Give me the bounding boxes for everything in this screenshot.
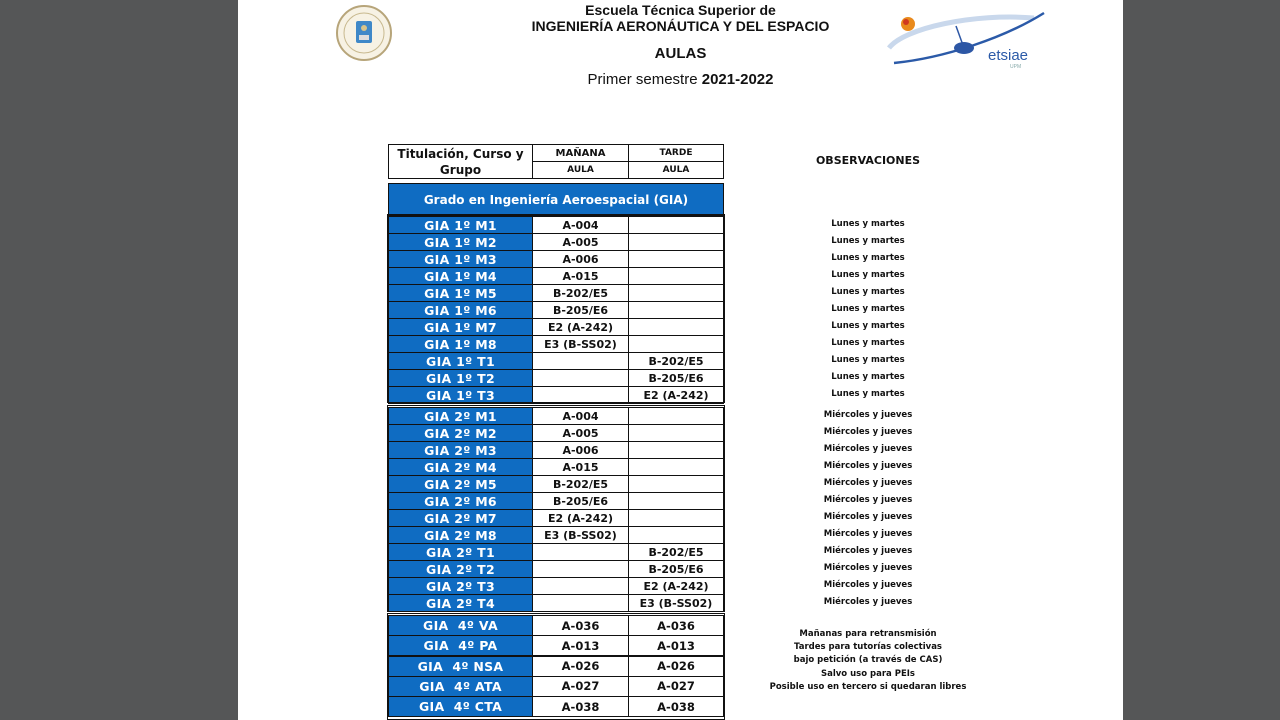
manana-cell-text: A-015 [562,269,599,283]
manana-cell [532,577,629,595]
group-cell [388,352,533,370]
tarde-cell [628,696,724,717]
tarde-cell [628,407,724,425]
manana-cell [532,233,629,251]
section-title [388,183,724,216]
group-cell [388,318,533,336]
manana-cell [532,526,629,544]
manana-cell [532,635,629,656]
group-cell-text: GIA 4º ATA [419,678,502,694]
group-cell [388,458,533,476]
manana-cell-text: A-005 [562,235,599,249]
manana-cell [532,509,629,527]
tarde-cell [628,318,724,336]
manana-cell-text: B-205/E6 [552,303,609,317]
tarde-cell [628,335,724,353]
group-cell-text: GIA 2º T1 [426,544,495,560]
tarde-cell [628,560,724,578]
manana-cell-text: A-006 [562,252,599,266]
manana-cell [532,352,629,370]
manana-cell [532,250,629,268]
group-cell [388,386,533,404]
manana-cell-text: A-015 [562,460,599,474]
manana-cell-text: A-036 [561,618,600,633]
manana-cell [532,267,629,285]
tarde-cell-text: A-036 [657,618,695,633]
manana-cell-text: E2 (A-242) [547,511,614,525]
observation-4-line: bajo petición (a través de CAS) [793,655,943,666]
svg-text:UPM: UPM [1010,64,1022,68]
group-cell-text: GIA 2º T2 [426,561,495,577]
tarde-cell-text: A-026 [657,659,695,674]
header-col-group [388,144,533,179]
tarde-cell [628,656,724,677]
observation-text: Miércoles y jueves [823,478,913,488]
observation-text: Miércoles y jueves [823,529,913,539]
manana-cell-text: B-202/E5 [552,477,609,491]
tarde-cell [628,594,724,612]
group-cell-text: GIA 2º M6 [424,493,497,509]
observation-text: Lunes y martes [831,253,905,263]
tarde-cell [628,458,724,476]
observation-text: Lunes y martes [831,389,905,399]
observation-text: Lunes y martes [831,355,905,365]
tarde-cell [628,369,724,387]
group-cell-text: GIA 1º M1 [424,217,497,233]
manana-cell [532,284,629,302]
semester-label [238,71,1123,88]
group-cell-text: GIA 1º T2 [426,370,495,386]
observation-text: Miércoles y jueves [823,461,913,471]
school-line-1: Escuela Técnica Superior de [585,2,776,18]
header-manana [532,144,629,162]
group-cell [388,233,533,251]
header-manana-aula [532,161,629,179]
group-cell [388,577,533,595]
tarde-cell-text: E3 (B-SS02) [639,596,713,610]
manana-cell-text: A-005 [562,426,599,440]
tarde-cell-text: A-027 [657,679,695,694]
tarde-cell [628,526,724,544]
observation-text: Lunes y martes [831,304,905,314]
observation-text: Lunes y martes [831,321,905,331]
school-line-2: INGENIERÍA AERONÁUTICA Y DEL ESPACIO [531,18,830,34]
manana-cell-text: A-038 [561,699,600,714]
group-cell [388,216,533,234]
group-cell-text: GIA 1º M6 [424,302,497,318]
section-title-label: Grado en Ingeniería Aeroespacial (GIA) [423,192,689,207]
group-cell-text: GIA 4º VA [423,618,498,633]
observation-text: Miércoles y jueves [823,410,913,420]
manana-cell [532,543,629,561]
manana-cell [532,386,629,404]
manana-cell-text: A-013 [561,638,600,653]
group-cell [388,424,533,442]
tarde-cell [628,676,724,697]
manana-cell [532,615,629,636]
group-cell [388,407,533,425]
group-cell-text: GIA 1º M3 [424,251,497,267]
observation-text: Miércoles y jueves [823,444,913,454]
manana-cell-text: A-004 [562,409,599,423]
group-cell-text: GIA 1º M7 [424,319,497,335]
header-tarde-aula-label: AULA [662,165,690,175]
tarde-cell [628,441,724,459]
group-cell-text: GIA 2º M1 [424,408,497,424]
tarde-cell-text: B-202/E5 [648,545,704,559]
observation-text: Lunes y martes [831,236,905,246]
group-cell-text: GIA 2º T3 [426,578,495,594]
manana-cell-text: A-027 [561,679,600,694]
manana-cell-text: A-026 [561,659,600,674]
manana-cell-text: B-202/E5 [552,286,609,300]
group-cell-text: GIA 1º M5 [424,285,497,301]
observation-4-line: Posible uso en tercero si quedaran libres [769,681,967,692]
manana-cell [532,492,629,510]
group-cell [388,267,533,285]
manana-cell [532,676,629,697]
manana-cell-text: E3 (B-SS02) [544,337,617,351]
group-cell [388,250,533,268]
group-cell [388,284,533,302]
manana-cell-text: E3 (B-SS02) [544,528,617,542]
group-cell [388,696,533,717]
group-cell [388,301,533,319]
group-cell-text: GIA 4º NSA [417,658,504,674]
group-cell-text: GIA 4º PA [423,638,498,654]
manana-cell [532,335,629,353]
group-cell-text: GIA 2º T4 [426,595,495,611]
observation-text: Miércoles y jueves [823,546,913,556]
group-cell-text: GIA 2º M3 [424,442,497,458]
group-cell [388,635,533,656]
manana-cell [532,318,629,336]
tarde-cell-text: B-205/E6 [648,371,704,385]
tarde-cell [628,509,724,527]
tarde-cell-text: E2 (A-242) [643,579,709,593]
manana-cell-text: B-205/E6 [552,494,609,508]
page-title: AULAS [654,45,707,62]
manana-cell [532,475,629,493]
group-cell [388,509,533,527]
tarde-cell [628,424,724,442]
semester-text: Primer semestre [587,71,698,88]
tarde-cell [628,475,724,493]
tarde-cell-text: A-038 [657,699,695,714]
group-cell [388,369,533,387]
etsiae-logo-icon [884,8,1049,68]
manana-cell [532,696,629,717]
tarde-cell [628,352,724,370]
header-tarde-aula [628,161,724,179]
tarde-cell [628,492,724,510]
observation-4-line: Mañanas para retransmisión [799,629,937,639]
group-cell-text: GIA 1º M2 [424,234,497,250]
tarde-cell-text: A-013 [657,638,695,653]
observation-4-line: Salvo uso para PEIs [821,668,915,679]
observation-text: Miércoles y jueves [823,495,913,505]
observations-header: OBSERVACIONES [815,154,921,167]
observation-text: Lunes y martes [831,270,905,280]
tarde-cell-text: B-205/E6 [648,562,704,576]
observation-text: Miércoles y jueves [823,512,913,522]
tarde-cell [628,577,724,595]
tarde-cell [628,267,724,285]
manana-cell [532,594,629,612]
header-manana-aula-label: AULA [567,165,594,175]
group-cell-text: GIA 1º M4 [424,268,497,284]
manana-cell-text: A-004 [562,218,599,232]
observation-text: Lunes y martes [831,372,905,382]
observation-text: Lunes y martes [831,287,905,297]
group-cell-text: GIA 2º M5 [424,476,497,492]
group-cell [388,335,533,353]
group-cell-text: GIA 2º M4 [424,459,497,475]
group-cell-text: GIA 2º M7 [424,510,497,526]
group-cell-text: GIA 4º CTA [418,699,503,715]
tarde-cell [628,301,724,319]
tarde-cell [628,250,724,268]
group-cell [388,656,533,677]
observation-text: Lunes y martes [831,219,905,229]
tarde-cell [628,284,724,302]
manana-cell [532,458,629,476]
manana-cell [532,560,629,578]
manana-cell [532,301,629,319]
group-cell [388,615,533,636]
tarde-cell [628,233,724,251]
observation-text: Miércoles y jueves [823,580,913,590]
group-cell [388,594,533,612]
manana-cell [532,216,629,234]
group-cell [388,475,533,493]
manana-cell [532,424,629,442]
manana-cell-text: E2 (A-242) [547,320,614,334]
observation-4-line: Tardes para tutorías colectivas [794,642,942,653]
group-cell-text: GIA 2º M2 [424,425,497,441]
manana-cell [532,656,629,677]
manana-cell [532,407,629,425]
manana-cell [532,441,629,459]
tarde-cell [628,386,724,404]
tarde-cell-text: B-202/E5 [648,354,704,368]
group-cell [388,492,533,510]
group-cell-text: GIA 1º T1 [426,353,495,369]
group-cell-text: GIA 1º T3 [426,387,495,403]
observation-text: Miércoles y jueves [823,563,913,573]
header-col-group-label: Titulación, Curso y Grupo [397,146,524,177]
tarde-cell-text: E2 (A-242) [643,388,709,402]
semester-year: 2021-2022 [701,71,774,88]
observation-text: Miércoles y jueves [823,427,913,437]
tarde-cell [628,615,724,636]
group-cell [388,560,533,578]
header-tarde [628,144,724,162]
group-cell-text: GIA 2º M8 [424,527,497,543]
group-cell [388,526,533,544]
group-cell [388,441,533,459]
tarde-cell [628,216,724,234]
observation-text: Miércoles y jueves [823,597,913,607]
group-cell-text: GIA 1º M8 [424,336,497,352]
group-cell [388,676,533,697]
svg-text:etsiae: etsiae [988,47,1029,64]
manana-cell [532,369,629,387]
tarde-cell [628,635,724,656]
manana-cell-text: A-006 [562,443,599,457]
tarde-cell [628,543,724,561]
header-tarde-label: TARDE [659,148,693,158]
header-manana-label: MAÑANA [555,147,606,159]
group-cell [388,543,533,561]
observation-text: Lunes y martes [831,338,905,348]
